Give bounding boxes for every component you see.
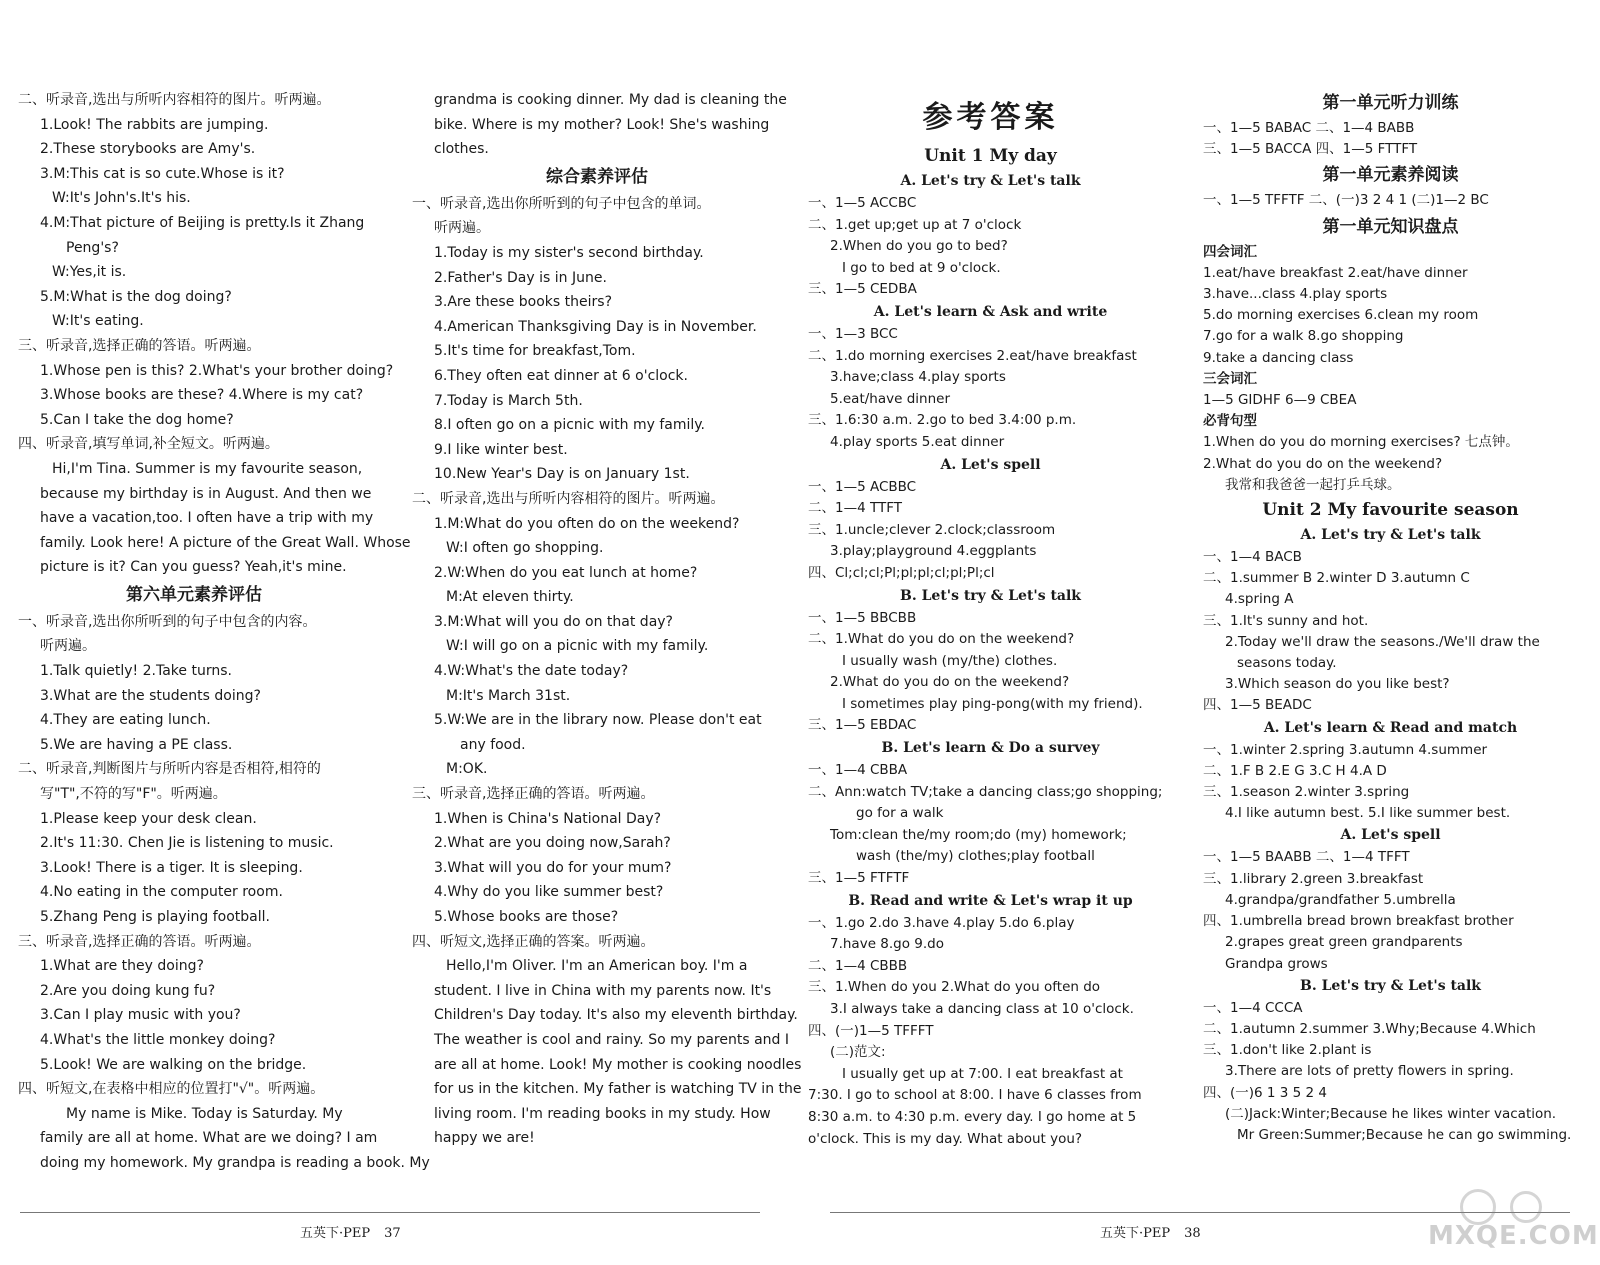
text-line: 3.have...class 4.play sports [1203, 286, 1388, 303]
text-line: 3.What are the students doing? [40, 687, 261, 704]
text-line: 4.play sports 5.eat dinner [830, 433, 1005, 450]
watermark-circle-icon [1460, 1189, 1496, 1225]
text-line: doing my homework. My grandpa is reading a book. My [40, 1154, 430, 1171]
text-line: 3.Which season do you like best? [1225, 676, 1450, 693]
left-page-column-1 [18, 88, 430, 1176]
text-line: 一、1—4 BACB [1203, 549, 1302, 566]
text-line: 2.It's 11:30. Chen Jie is listening to music. [40, 835, 334, 852]
text-line: M:At eleven thirty. [446, 589, 574, 606]
text-line: 四、听短文,选择正确的答案。听两遍。 [412, 933, 655, 950]
text-line: 二、1.autumn 2.summer 3.Why;Because 4.Which [1203, 1020, 1536, 1037]
text-line: 3.Are these books theirs? [434, 294, 612, 311]
text-line: 一、1.winter 2.spring 3.autumn 4.summer [1203, 741, 1488, 758]
text-line: go for a walk [856, 805, 944, 822]
text-line: Tom:clean the/my room;do (my) homework; [830, 826, 1127, 843]
text-line: 二、1.summer B 2.winter D 3.autumn C [1203, 570, 1470, 587]
text-line: 9.take a dancing class [1203, 349, 1354, 366]
text-line: are all at home. Look! My mother is cooking noodles [434, 1056, 802, 1073]
section-heading: Unit 1 My day [924, 146, 1057, 166]
text-line: 5.W:We are in the library now. Please don't eat [434, 712, 762, 729]
watermark-logo [1420, 1189, 1599, 1251]
text-line: have a vacation,too. I often have a trip with my [40, 510, 374, 527]
text-line: 4.W:What's the date today? [434, 663, 629, 680]
text-line: 5.eat/have dinner [830, 390, 951, 407]
text-line: student. I live in China with my parents now. It's [434, 982, 772, 999]
text-line: 2.grapes great green grandparents [1225, 934, 1463, 951]
text-line: 4.What's the little monkey doing? [40, 1031, 276, 1048]
text-line: 8.I often go on a picnic with my family. [434, 417, 706, 434]
text-line: 3.M:What will you do on that day? [434, 613, 673, 630]
text-line: 5.do morning exercises 6.clean my room [1203, 307, 1479, 324]
text-line: picture is it? Can you guess? Yeah,it's mine. [40, 559, 347, 576]
section-heading: A. Let's spell [1340, 827, 1441, 844]
watermark-circle-icon [1510, 1191, 1542, 1223]
text-line: 三、听录音,选择正确的答语。听两遍。 [412, 786, 655, 803]
text-line: 二、1.get up;get up at 7 o'clock [808, 216, 1022, 233]
text-line: 三、1.season 2.winter 3.spring [1203, 784, 1410, 801]
text-line: 三、1.don't like 2.plant is [1203, 1042, 1372, 1059]
text-line: bike. Where is my mother? Look! She's washing [434, 116, 770, 133]
text-line: 7:30. I go to school at 8:00. I have 6 classes from [808, 1087, 1142, 1104]
text-line: 1.M:What do you often do on the weekend? [434, 515, 740, 532]
text-line: happy we are! [434, 1130, 535, 1147]
page-number-38: 38 [1184, 1226, 1201, 1241]
text-line: 1.eat/have breakfast 2.eat/have dinner [1203, 264, 1468, 281]
text-line: clothes. [434, 141, 489, 158]
footer-rule-left [20, 1212, 760, 1213]
text-line: Mr Green:Summer;Because he can go swimming. [1237, 1126, 1572, 1143]
text-line: The weather is cool and rainy. So my parents and I [434, 1031, 790, 1048]
text-line: seasons today. [1237, 655, 1337, 672]
text-line: 听两遍。 [434, 220, 490, 237]
text-line: 7.Today is March 5th. [434, 392, 583, 409]
text-line: (二)Jack:Winter;Because he likes winter vacation. [1225, 1105, 1557, 1122]
text-line: 四、1.umbrella bread brown breakfast brother [1203, 913, 1514, 930]
text-line: 1.Please keep your desk clean. [40, 810, 257, 827]
text-line: M:It's March 31st. [446, 687, 571, 704]
text-line: 2.Today we'll draw the seasons./We'll draw the [1225, 633, 1540, 650]
text-line: 一、1—5 BAABB 二、1—4 TFFT [1203, 849, 1410, 866]
text-line: 2.Father's Day is in June. [434, 269, 607, 286]
text-line: 三、听录音,选择正确的答语。听两遍。 [18, 337, 261, 354]
text-line: because my birthday is in August. And then we [40, 485, 372, 502]
text-line: 四、听录音,填写单词,补全短文。听两遍。 [18, 436, 279, 453]
text-line: 5.It's time for breakfast,Tom. [434, 343, 636, 360]
footer-right-label: 五英下·PEP [1100, 1226, 1171, 1241]
text-line: 听两遍。 [40, 638, 96, 655]
section-heading: 必背句型 [1203, 413, 1257, 430]
text-line: 3.have;class 4.play sports [830, 369, 1006, 386]
text-line: I usually wash (my/the) clothes. [842, 652, 1058, 669]
text-line: 4.No eating in the computer room. [40, 884, 283, 901]
text-line: 9.I like winter best. [434, 441, 568, 458]
text-line: 二、1.F B 2.E G 3.C H 4.A D [1203, 762, 1387, 779]
text-line: 1.Whose pen is this? 2.What's your brother doing? [40, 362, 394, 379]
text-line: 5.Can I take the dog home? [40, 411, 234, 428]
text-line: Peng's? [66, 239, 119, 256]
text-line: 4.spring A [1225, 591, 1294, 608]
text-line: grandma is cooking dinner. My dad is cleaning the [434, 92, 787, 108]
text-line: W:It's John's.It's his. [52, 190, 191, 207]
text-line: 三、1.6:30 a.m. 2.go to bed 3.4:00 p.m. [808, 412, 1077, 429]
section-heading: 参考答案 [922, 100, 1059, 135]
text-line: 5.We are having a PE class. [40, 736, 233, 753]
text-line: 1.Look! The rabbits are jumping. [40, 116, 269, 133]
text-line: 二、1.do morning exercises 2.eat/have breakfast [808, 347, 1137, 364]
text-line: 一、1—5 TFFTF 二、(一)3 2 4 1 (二)1—2 BC [1203, 192, 1489, 209]
text-line: 二、1—4 TTFT [808, 500, 902, 517]
text-line: 二、1—4 CBBB [808, 957, 908, 974]
text-line: 2.These storybooks are Amy's. [40, 141, 256, 158]
text-line: 三、听录音,选择正确的答语。听两遍。 [18, 933, 261, 950]
section-heading: 第一单元听力训练 [1322, 93, 1459, 113]
text-line: 1.Today is my sister's second birthday. [434, 244, 704, 261]
text-line: 4.American Thanksgiving Day is in November. [434, 318, 757, 335]
text-line: 3.Look! There is a tiger. It is sleeping. [40, 859, 303, 876]
text-line: 2.What do you do on the weekend? [830, 674, 1070, 691]
text-line: I sometimes play ping-pong(with my friend). [842, 695, 1143, 712]
text-line: 四、(一)1—5 TFFFT [808, 1022, 934, 1039]
section-heading: A. Let's learn & Read and match [1263, 719, 1518, 736]
text-line: 一、1—4 CCCA [1203, 999, 1303, 1016]
section-heading: 第六单元素养评估 [126, 584, 262, 605]
text-line: 三、1.When do you 2.What do you often do [808, 979, 1101, 996]
text-line: 三、1—5 FTFTF [808, 870, 910, 887]
left-page-column-2 [412, 88, 802, 1151]
text-line: 10.New Year's Day is on January 1st. [434, 466, 690, 483]
section-heading: 第一单元素养阅读 [1322, 165, 1459, 186]
text-line: 四、(一)6 1 3 5 2 4 [1203, 1084, 1328, 1101]
footer-right [1100, 1222, 1201, 1241]
text-line: 2.What are you doing now,Sarah? [434, 835, 671, 852]
text-line: 3.I always take a dancing class at 10 o'clock. [830, 1001, 1134, 1017]
answer-key-column-1 [808, 88, 1173, 1150]
text-line: W:I often go shopping. [446, 540, 604, 557]
section-heading: 综合素养评估 [546, 166, 648, 187]
text-line: 一、1—3 BCC [808, 325, 898, 342]
text-line: 8:30 a.m. to 4:30 p.m. every day. I go home at 5 [808, 1108, 1137, 1125]
text-line: 5.Look! We are walking on the bridge. [40, 1056, 307, 1073]
text-line: 7.go for a walk 8.go shopping [1203, 328, 1404, 345]
text-line: 3.Whose books are these? 4.Where is my cat? [40, 387, 364, 404]
text-line: 1.When is China's National Day? [434, 810, 662, 827]
section-heading: A. Let's spell [940, 456, 1041, 473]
text-line: 一、1—5 ACBBC [808, 478, 917, 495]
text-line: 一、1—4 CBBA [808, 762, 908, 779]
text-line: family are all at home. What are we doing? I am [40, 1130, 378, 1147]
text-line: 5.Whose books are those? [434, 909, 619, 925]
text-line: 二、听录音,判断图片与所听内容是否相符,相符的 [18, 761, 321, 778]
text-line: 5.M:What is the dog doing? [40, 288, 232, 305]
text-line: My name is Mike. Today is Saturday. My [66, 1105, 343, 1122]
text-line: 一、1—5 BABAC 二、1—4 BABB [1203, 120, 1415, 136]
text-line: 3.There are lots of pretty flowers in spring. [1225, 1063, 1514, 1080]
text-line: I usually get up at 7:00. I eat breakfast at [842, 1065, 1123, 1082]
text-line: Children's Day today. It's also my eleventh birthday. [434, 1007, 798, 1024]
text-line: 三、1.library 2.green 3.breakfast [1203, 870, 1424, 887]
section-heading: B. Let's learn & Do a survey [881, 740, 1100, 757]
text-line: o'clock. This is my day. What about you? [808, 1130, 1083, 1147]
text-line: Hello,I'm Oliver. I'm an American boy. I'm a [446, 958, 748, 975]
text-line: 四、Cl;cl;cl;Pl;pl;pl;cl;pl;Pl;cl [808, 564, 995, 581]
page-number-37: 37 [384, 1226, 401, 1241]
section-heading: B. Let's try & Let's talk [899, 587, 1082, 604]
text-line: 1.What are they doing? [40, 958, 204, 975]
section-heading: B. Read and write & Let's wrap it up [848, 892, 1133, 909]
text-line: 4.grandpa/grandfather 5.umbrella [1225, 891, 1456, 908]
text-line: 四、听短文,在表格中相应的位置打"√"。听两遍。 [18, 1081, 325, 1098]
text-line: 三、1.It's sunny and hot. [1203, 612, 1369, 629]
answer-key-column-2 [1203, 88, 1578, 1146]
text-line: 二、1.What do you do on the weekend? [808, 631, 1075, 648]
section-heading: 四会词汇 [1203, 243, 1257, 260]
text-line: Grandpa grows [1225, 955, 1328, 972]
text-line: W:I will go on a picnic with my family. [446, 638, 709, 655]
text-line: 3.M:This cat is so cute.Whose is it? [40, 165, 285, 182]
text-line: 三、1.uncle;clever 2.clock;classroom [808, 521, 1056, 538]
text-line: 2.W:When do you eat lunch at home? [434, 564, 698, 581]
text-line: Hi,I'm Tina. Summer is my favourite season, [52, 460, 363, 477]
text-line: 三、1—5 CEDBA [808, 281, 917, 298]
text-line: living room. I'm reading books in my study. How [434, 1105, 771, 1122]
text-line: 2.When do you go to bed? [830, 238, 1008, 255]
text-line: 三、1—5 EBDAC [808, 717, 917, 734]
text-line: 4.Why do you like summer best? [434, 884, 664, 901]
watermark-text: MXQE.COM [1428, 1221, 1599, 1251]
text-line: 我常和我爸爸一起打乒乓球。 [1225, 476, 1401, 493]
text-line: 一、听录音,选出你所听到的句子中包含的内容。 [18, 613, 317, 630]
text-line: 1—5 GIDHF 6—9 CBEA [1203, 392, 1357, 409]
section-heading: 第一单元知识盘点 [1322, 216, 1459, 237]
text-line: 4.M:That picture of Beijing is pretty.Is it Zhang [40, 214, 365, 231]
text-line: W:Yes,it is. [52, 264, 127, 281]
text-line: 4.They are eating lunch. [40, 712, 211, 729]
text-line: 二、Ann:watch TV;take a dancing class;go shopping; [808, 783, 1163, 800]
text-line: for us in the kitchen. My father is watching TV in the [434, 1081, 802, 1098]
text-line: 一、1—5 ACCBC [808, 195, 917, 211]
text-line: 一、1.go 2.do 3.have 4.play 5.do 6.play [808, 914, 1075, 931]
text-line: 1.When do you do morning exercises? 七点钟。 [1203, 434, 1519, 451]
text-line: 7.have 8.go 9.do [830, 936, 945, 953]
text-line: 1.Talk quietly! 2.Take turns. [40, 663, 232, 680]
text-line: 3.Can I play music with you? [40, 1007, 241, 1024]
text-line: 写"T",不符的写"F"。听两遍。 [40, 786, 227, 803]
footer-left-label: 五英下·PEP [300, 1226, 371, 1241]
text-line: 2.Are you doing kung fu? [40, 982, 216, 999]
text-line: 6.They often eat dinner at 6 o'clock. [434, 367, 688, 384]
text-line: 三、1—5 BACCA 四、1—5 FTTFT [1203, 141, 1418, 158]
text-line: 四、1—5 BEADC [1203, 697, 1312, 714]
text-line: 4.I like autumn best. 5.I like summer best. [1225, 805, 1511, 822]
text-line: 一、听录音,选出你所听到的句子中包含的单词。 [412, 195, 711, 212]
section-heading: A. Let's try & Let's talk [900, 173, 1081, 189]
section-heading: A. Let's try & Let's talk [1300, 527, 1481, 544]
text-line: wash (the/my) clothes;play football [856, 848, 1095, 865]
text-line: any food. [460, 736, 526, 753]
text-line: family. Look here! A picture of the Great Wall. Whose [40, 534, 411, 551]
section-heading: 三会词汇 [1203, 370, 1257, 387]
text-line: 2.What do you do on the weekend? [1203, 455, 1443, 472]
text-line: (二)范文: [830, 1044, 886, 1061]
section-heading: B. Let's try & Let's talk [1299, 977, 1482, 994]
text-line: 3.play;playground 4.eggplants [830, 543, 1037, 560]
footer-left [300, 1222, 401, 1241]
text-line: M:OK. [446, 761, 488, 778]
text-line: 5.Zhang Peng is playing football. [40, 909, 270, 925]
text-line: I go to bed at 9 o'clock. [842, 259, 1001, 276]
text-line: W:It's eating. [52, 313, 144, 330]
section-heading: A. Let's learn & Ask and write [873, 303, 1108, 320]
text-line: 二、听录音,选出与所听内容相符的图片。听两遍。 [18, 92, 331, 108]
text-line: 3.What will you do for your mum? [434, 859, 672, 876]
text-line: 二、听录音,选出与所听内容相符的图片。听两遍。 [412, 490, 725, 507]
text-line: 一、1—5 BBCBB [808, 609, 917, 626]
section-heading: Unit 2 My favourite season [1262, 500, 1519, 521]
